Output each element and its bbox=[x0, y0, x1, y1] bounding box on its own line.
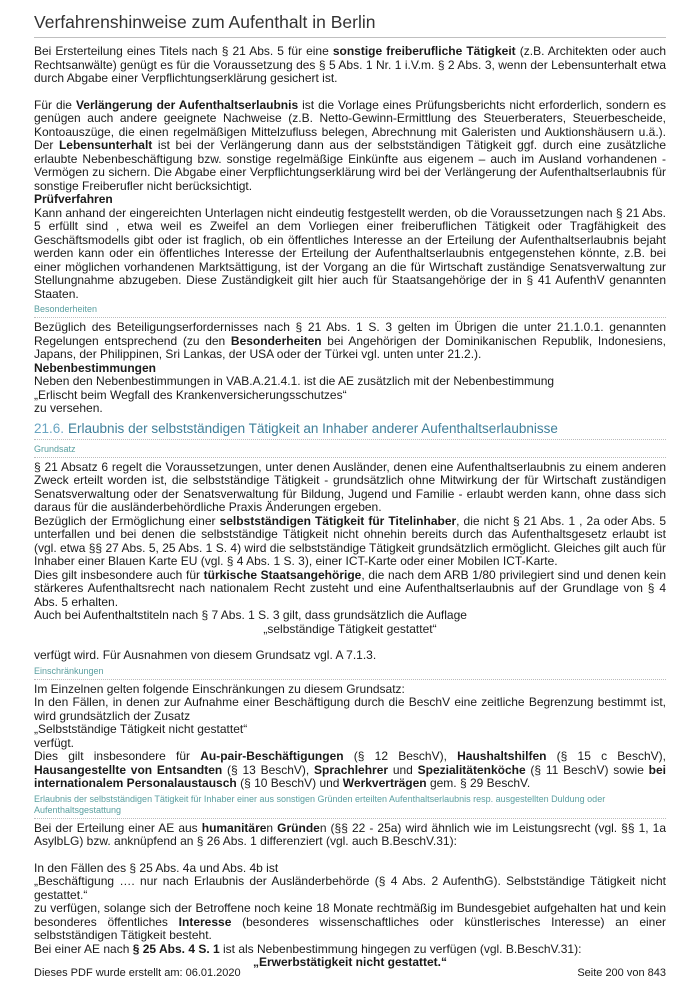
einschraenkungen-line-4: verfügt. bbox=[34, 735, 75, 750]
grundsatz-paragraph-2: Bezüglich der Ermöglichung einer selbstständigen Tätigkeit für Titelinhaber, die nicht § 21 Abs. 1 , 2a oder Abs. 5 unterfallen und bei denen die selbstständige Tätigkeit nicht ohnehin bereits durch das Aufenthaltsgesetz erlaubt ist (vgl. etwa §§ 27 Abs. 5, 25 Abs. 1 S. 4) wird die selbstständige Tätigkeit grundsätzlich ermöglicht. Gleiches gilt auch für Inhaber einer Blauen Karte EU (vgl. § 4 Abs. 1 S. 3), einer ICT-Karte oder einer Mobilen ICT-Karte. bbox=[34, 513, 667, 568]
intro-paragraph-2: Für die Verlängerung der Aufenthaltserlaubnis ist die Vorlage eines Prüfungsberichts nicht erforderlich, sondern es genügen auch andere geeignete Nachweise (z.B. Netto-Gewinn-Ermittlung des Steuerberaters, Steuerbescheide, Kontoauszüge, die einen regelmäßigen Mittelzufluss belegen, Abrechnung mit Galeristen und Auktionshäusern u.ä.). Der Lebensunterhalt ist bei der Verlängerung dann aus der selbstständigen Tätigkeit ggf. durch eine zusätzliche erlaubte Nebenbeschäftigung bzw. sonstige regelmäßige Einkünfte aus eigenem – auch im Ausland vorhandenen - Vermögen zu sichern. Die Abgabe einer Verpflichtungserklärung wird bei der Verlängerung der Aufenthaltserlaubnis für sonstige Freiberufler nicht berücksichtigt. bbox=[34, 97, 667, 193]
document-page bbox=[34, 0, 666, 970]
page-footer bbox=[34, 967, 666, 979]
grundsatz-paragraph-3: Dies gilt insbesondere auch für türkische Staatsangehörige, die nach dem ARB 1/80 privilegiert sind und denen kein stärkeres Aufenthaltsrecht nach nationalem Recht zusteht und eine Aufenthaltserlaubnis auf der Grundlage von § 4 Abs. 5 erhalten. bbox=[34, 567, 666, 609]
footer-created-date: Dieses PDF wurde erstellt am: 06.01.2020 bbox=[34, 967, 241, 979]
humanitaer-label: Erlaubnis der selbstständigen Tätigkeit für Inhaber einer aus sonstigen Gründen erteilten Aufenthaltserlaubnis resp. ausgestellten Duldung oder Aufenthaltsgestattung bbox=[34, 794, 666, 819]
section-heading bbox=[34, 421, 666, 440]
nebenbestimmungen-line-1: Neben den Nebenbestimmungen in VAB.A.21.4.1. ist die AE zusätzlich mit der Nebenbestimmung bbox=[34, 374, 555, 388]
grundsatz-label: Grundsatz bbox=[34, 444, 666, 458]
einschraenkungen-line-1: Im Einzelnen gelten folgende Einschränkungen zu diesem Grundsatz: bbox=[34, 681, 405, 696]
page-title: Verfahrenshinweise zum Aufenthalt in Berlin bbox=[34, 11, 666, 38]
nebenbestimmungen-heading: Nebenbestimmungen bbox=[34, 360, 157, 375]
humanitaer-paragraph-4: zu verfügen, solange sich der Betroffene noch keine 18 Monate rechtmäßig im Bundesgebiet aufgehalten hat und kein besonderes öffentliches Interesse (besonderes wissenschaftliches oder künstlerisches Interesse) an einer selbstständigen Tätigkeit besteht. bbox=[34, 901, 667, 942]
footer-page-number: Seite 200 von 843 bbox=[577, 967, 666, 979]
grundsatz-paragraph-5: verfügt wird. Für Ausnahmen von diesem Grundsatz vgl. A 7.1.3. bbox=[34, 648, 377, 662]
humanitaer-paragraph-2: In den Fällen des § 25 Abs. 4a und Abs. 4b ist bbox=[34, 860, 279, 875]
einschraenkungen-line-3: „Selbstständige Tätigkeit nicht gestattet“ bbox=[34, 722, 248, 736]
einschraenkungen-line-5: Dies gilt insbesondere für Au-pair-Beschäftigungen (§ 12 BeschV), Haushaltshilfen (§ 15 c BeschV), Hausangestellte von Entsandten (§ 13 BeschV), Sprachlehrer und Spezialitätenköche (§ 11 BeschV) sowie bei internationalem Personalaustausch (§ 10 BeschV) und Werkverträgen gem. § 29 BeschV. bbox=[34, 749, 667, 790]
nebenbestimmungen-line-3: zu versehen. bbox=[34, 401, 103, 415]
humanitaer-quote: „Erwerbstätigkeit nicht gestattet.“ bbox=[252, 955, 448, 969]
section-number: 21.6. bbox=[34, 420, 65, 436]
einschraenkungen-label: Einschränkungen bbox=[34, 666, 666, 680]
grundsatz-paragraph-4: Auch bei Aufenthaltstiteln nach § 7 Abs. 1 S. 3 gilt, dass grundsätzlich die Auflage bbox=[34, 608, 467, 622]
pruefverfahren-text: Kann anhand der eingereichten Unterlagen nicht eindeutig festgestellt werden, ob die Voraussetzungen nach § 21 Abs. 5 erfüllt sind , etwa weil es Zweifel an dem Vorliegen einer freiberuflichen Tätigkeit oder Tragfähigkeit des Geschäftsmodells gibt oder ist fraglich, ob ein öffentliches Interesse an der Erteilung der Aufenthaltserlaubnis bejaht werden kann oder ein öffentliches Interesse der Erteilung der Aufenthaltserlaubnis entgegenstehen könnte, z.B. bei einer möglichen vorhandenen Marktsättigung, ist der Vorgang an die für Wirtschaft zuständige Senatsverwaltung zur Stellungnahme abzugeben. Diese Zuständigkeit gilt hier auch für Staatsangehörige der in § 41 AufenthV genannten Staaten. bbox=[34, 205, 666, 301]
section-title-text: Erlaubnis der selbstständigen Tätigkeit an Inhaber anderer Aufenthaltserlaubnisse bbox=[68, 420, 558, 436]
intro-paragraph-1: Bei Ersterteilung eines Titels nach § 21 Abs. 5 für eine sonstige freiberufliche Tätigkeit (z.B. Architekten oder auch Rechtsanwälte) genügt es für die Voraussetzung des § 5 Abs. 1 Nr. 1 i.V.m. § 2 Abs. 3, wenn der Lebensunterhalt etwa durch Abgabe einer Verpflichtungserklärung gesichert ist. bbox=[34, 44, 666, 85]
besonderheiten-label: Besonderheiten bbox=[34, 304, 666, 318]
humanitaer-paragraph-3: „Beschäftigung …. nur nach Erlaubnis der Ausländerbehörde (§ 4 Abs. 2 AufenthG). Selbstständige Tätigkeit nicht gestattet.“ bbox=[34, 874, 666, 902]
einschraenkungen-line-2: In den Fällen, in denen zur Aufnahme einer Beschäftigung durch die BeschV eine zeitliche Begrenzung bestimmt ist, wird grundsätzlich der Zusatz bbox=[34, 695, 666, 723]
humanitaer-paragraph-5: Bei einer AE nach § 25 Abs. 4 S. 1 ist als Nebenbestimmung hingegen zu verfügen (vgl. B.BeschV.31): bbox=[34, 941, 582, 956]
nebenbestimmungen-line-2: „Erlischt beim Wegfall des Krankenversicherungsschutzes“ bbox=[34, 387, 347, 402]
besonderheiten-text: Bezüglich des Beteiligungserfordernisses nach § 21 Abs. 1 S. 3 gelten im Übrigen die unter 21.1.0.1. genannten Regelungen entsprechend (zu den Besonderheiten bei Angehörigen der Dominikanischen Republik, Indonesiens, Japans, der Philippinen, Sri Lankas, der USA oder der Türkei vgl. unten unter 21.2.). bbox=[34, 320, 666, 361]
pruefverfahren-heading: Prüfverfahren bbox=[34, 192, 113, 206]
grundsatz-paragraph-1: § 21 Absatz 6 regelt die Voraussetzungen, unter denen Ausländer, denen eine Aufenthaltserlaubnis zu einem anderen Zweck erteilt worden ist, die selbstständige Tätigkeit - grundsätzlich ohne Mitwirkung der für Wirtschaft zuständigen Senatsverwaltung oder der Senatsverwaltung für Bildung, Jugend und Familie - erlaubt werden kann, ohne dass sich daraus für die ausländerbehördliche Praxis Änderungen ergeben. bbox=[34, 459, 666, 514]
grundsatz-quote: „selbständige Tätigkeit gestattet“ bbox=[263, 621, 437, 636]
humanitaer-paragraph-1: Bei der Erteilung einer AE aus humanitären Gründen (§§ 22 - 25a) wird ähnlich wie im Leistungsrecht (vgl. §§ 1, 1a AsylbLG) bzw. anknüpfend an § 26 Abs. 1 differenziert (vgl. auch B.BeschV.31): bbox=[34, 820, 666, 848]
